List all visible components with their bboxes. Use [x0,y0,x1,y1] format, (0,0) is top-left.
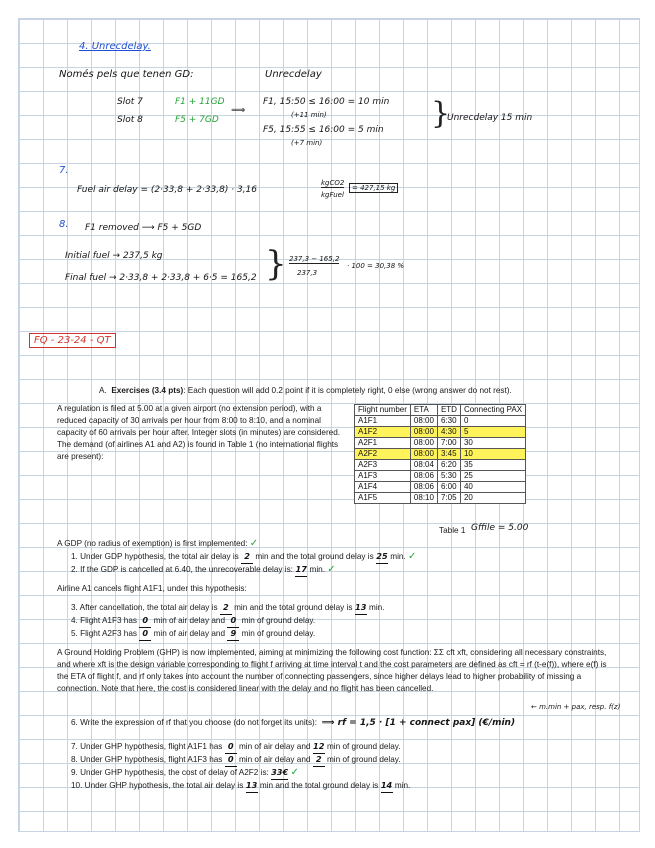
table-header-cell: Flight number [355,405,411,416]
note-fuel-line: Fuel air delay = (2·33,8 + 2·33,8) · 3,16 [77,185,258,195]
table-caption: Table 1 [439,526,466,535]
table-cell: 4:30 [437,427,460,438]
table-cell: 6:30 [437,416,460,427]
table-cell: 6:20 [437,460,460,471]
note-fuel-units-num: kgCO2 [321,179,345,187]
question-7: 7. Under GHP hypothesis, flight A1F1 has 0 min of air delay and 12 min of ground delay. [71,741,401,754]
question-2: 2. If the GDP is cancelled at 6.40, the unrecoverable delay is: 17 min. ✓ [71,564,336,575]
table-cell: 08:10 [410,493,437,504]
note-final-fuel: Final fuel → 2·33,8 + 2·33,8 + 6·5 = 165,2 [65,273,257,283]
table-cell: 7:05 [437,493,460,504]
table-cell: 10 [460,449,525,460]
table-cell: 08:00 [410,416,437,427]
table-row [355,460,526,471]
q3-answer-ground: 13 [355,602,367,615]
table-row [355,482,526,493]
exam-header: A. Exercises (3.4 pts): Each question will add 0.2 point if it is completely right, 0 else (wrong answer do not rest). [99,386,512,395]
note-fuel-units-den: kgFuel [321,191,344,199]
table-cell: 3:45 [437,449,460,460]
table-cell: 35 [460,460,525,471]
note-pct-result: · 100 = 30,38 % [347,262,405,270]
note-f5-sub: (+7 min) [291,139,323,147]
table-cell: 08:06 [410,471,437,482]
table-cell: 08:00 [410,438,437,449]
table-cell: A1F2 [355,427,411,438]
table-cell: A1F3 [355,471,411,482]
note-pct-den: 237,3 [297,269,318,277]
note-pct-num: 237,3 − 165,2 [289,255,340,263]
question-8: 8. Under GHP hypothesis, flight A1F3 has 0 min of air delay and 2 min of ground delay. [71,754,401,767]
note-unrec-label: Unrecdelay [265,69,322,80]
note-arrow: ⟹ [231,105,246,116]
q6-answer: ⟹ rf = 1,5 · [1 + connect pax] (€/min) [321,718,516,728]
table-cell: A1F4 [355,482,411,493]
table-cell: 5 [460,427,525,438]
q9-answer: 33€ [271,767,288,780]
note-slot8-flight: F5 + 7GD [175,115,219,125]
note-q8-number: 8. [59,219,69,230]
flights-table [354,404,526,504]
q3-answer-air: 2 [220,602,232,615]
table-cell: 08:06 [410,482,437,493]
table-row [355,438,526,449]
question-10: 10. Under GHP hypothesis, the total air delay is 13 min and the total ground delay is 14 min. [71,780,410,793]
note-flights-line: Només pels que tenen GD: [59,69,194,80]
note-brace: } [431,96,451,131]
table-cell: A1F1 [355,416,411,427]
table-cell: 25 [460,471,525,482]
note-slot8: Slot 8 [117,115,143,125]
table-row [355,416,526,427]
table-cell: 20 [460,493,525,504]
note-f1-sub: (+11 min) [291,111,327,119]
table-cell: A2F3 [355,460,411,471]
note-f1-line: F1, 15:50 ≤ 16:00 = 10 min [263,97,390,107]
cancel-intro: Airline A1 cancels flight A1F1, under this hypothesis: [57,584,247,593]
table-header-cell: ETA [410,405,437,416]
table-row [355,471,526,482]
note-tag: FQ - 23-24 - QT [29,333,116,348]
question-4: 4. Flight A1F3 has 0 min of air delay and 0 min of ground delay. [71,615,315,628]
table-cell: 08:04 [410,460,437,471]
table-row [355,493,526,504]
table-cell: 08:00 [410,427,437,438]
q5-answer-air: 0 [139,628,151,641]
q7-answer-ground: 12 [313,741,325,754]
note-unrec-total: Unrecdelay 15 min [447,113,533,123]
notebook-page [18,18,640,832]
note-fuel-result: = 427,15 kg [349,183,398,193]
q2-answer: 17 [295,564,307,577]
table-cell: 40 [460,482,525,493]
q10-answer-ground: 14 [381,780,393,793]
table-cell: A2F1 [355,438,411,449]
table-cell: A2F2 [355,449,411,460]
note-brace-2: } [265,244,287,284]
table-header-cell: ETD [437,405,460,416]
exam-intro: A regulation is filed at 5.00 at a given airport (no extension period), with a reduced capacity of 30 arrivals per hour from 8:00 to 8:10, and a nominal capacity of 60 arrivals per hour after. Integer slots (in minutes) are considered. The demand (of airlines A1 and A2) is found in Table 1 (no international flights are present): [57,404,341,461]
note-q7-number: 7. [59,165,69,176]
gdp-intro: A GDP (no radius of exemption) is first implemented: ✓ [57,538,259,549]
table-cell: 5:30 [437,471,460,482]
ghp-margin-note: ← m.min + pax, resp. f(z) [531,703,621,711]
table-cell: 0 [460,416,525,427]
table-cell: A1F5 [355,493,411,504]
note-slot7-flight: F1 + 11GD [175,97,225,107]
question-1: 1. Under GDP hypothesis, the total air delay is 2 min and the total ground delay is 25 min. ✓ [71,551,417,562]
question-6: 6. Write the expression of rf that you choose (do not forget its units): ⟹ rf = 1,5 · [1 + connect pax] (€/min) [71,718,516,728]
table-cell: 6:00 [437,482,460,493]
note-removed-line: F1 removed ⟶ F5 + 5GD [85,223,202,233]
table-cell: 08:00 [410,449,437,460]
table-header-cell: Connecting PAX [460,405,525,416]
q4-answer-ground: 0 [227,615,239,628]
table-cell: 30 [460,438,525,449]
question-5: 5. Flight A2F3 has 0 min of air delay and 9 min of ground delay. [71,628,315,641]
table-caption-note: Gffile = 5.00 [471,523,529,533]
note-title: 4. Unrecdelay. [79,41,151,52]
note-slot7: Slot 7 [117,97,143,107]
q4-answer-air: 0 [139,615,151,628]
table-row [355,449,526,460]
table-row [355,427,526,438]
ghp-intro: A Ground Holding Problem (GHP) is now implemented, aiming at minimizing the following cost function: ΣΣ cft xft, considering all necessary constraints, and where xft is the design variable corresponding to flight f arriving at time interval t and the cost parameters are defined as cft = rf (t-e(f)), where e(f) is the ETA of flight f, and rf only takes into account the number of connecting passengers, since higher delays lead to higher probability of missing a connection. Note that here, the cost is considered linear with the delay and no flight has been cancelled. [57,648,607,693]
q7-answer-air: 0 [225,741,237,754]
q10-answer-air: 13 [246,780,258,793]
question-9: 9. Under GHP hypothesis, the cost of delay of A2F2 is: 33€ ✓ [71,767,299,778]
note-f5-line: F5, 15:55 ≤ 16:00 = 5 min [263,125,384,135]
q8-answer-ground: 2 [313,754,325,767]
q1-answer-ground: 25 [376,551,388,564]
table-cell: 7:00 [437,438,460,449]
q5-answer-ground: 9 [227,628,239,641]
question-3: 3. After cancellation, the total air delay is 2 min and the total ground delay is 13 min. [71,602,384,615]
q8-answer-air: 0 [225,754,237,767]
q1-answer-air: 2 [241,551,253,564]
note-initial-fuel: Initial fuel → 237,5 kg [65,251,163,261]
